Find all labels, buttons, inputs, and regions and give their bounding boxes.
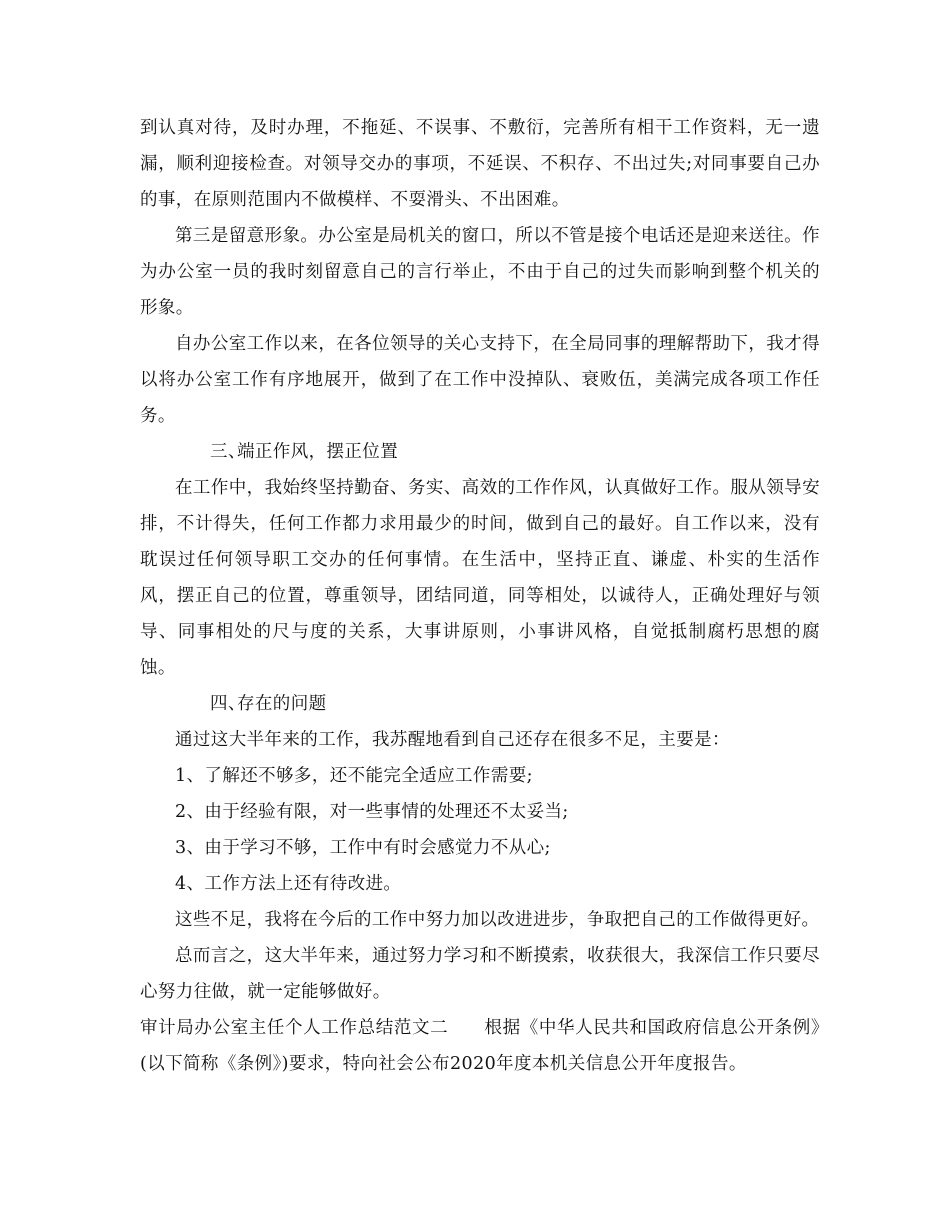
section-number: 三、 [210, 442, 246, 462]
section-title: 端正作风，摆正位置 [237, 442, 399, 462]
list-item-4: 4、工作方法上还有待改进。 [175, 874, 402, 894]
paragraph-work-style: 在工作中，我始终坚持勤奋、务实、高效的工作作风，认真做好工作。服从领导安排，不计得失，任何工作都力求用最少的时间，做到自己的最好。自工作以来，没有耽误过任何领导职工交办的任何事情。在生活中，坚持正直、谦虚、朴实的生活作风，摆正自己的位置，尊重领导，团结同道，同等相处，以诚待人，正确处理好与领导、同事相处的尺与度的关系，大事讲原则，小事讲风格，自觉抵制腐朽思想的腐蚀。 [140, 478, 820, 678]
document-body [140, 110, 820, 1082]
list-item-3: 3、由于学习不够，工作中有时会感觉力不从心; [175, 838, 551, 858]
paragraph-second-sample: 审计局办公室主任个人工作总结范文二 根据《中华人民共和国政府信息公开条例》(以下简称《条例》)要求，特向社会公布2020年度本机关信息公开年度报告。 [140, 1018, 820, 1074]
section-number: 四、 [210, 694, 246, 714]
list-item-2: 2、由于经验有限，对一些事情的处理还不太妥当; [175, 802, 569, 822]
paragraph-improvement: 这些不足，我将在今后的工作中努力加以改进进步，争取把自己的工作做得更好。 [175, 910, 820, 930]
paragraph-shortcomings-intro: 通过这大半年来的工作，我苏醒地看到自己还存在很多不足，主要是： [175, 730, 730, 750]
section-heading-three [140, 434, 820, 470]
section-heading-four [140, 686, 820, 722]
paragraph-image-attention: 第三是留意形象。办公室是局机关的窗口，所以不管是接个电话还是迎来送往。作为办公室一员的我时刻留意自己的言行举止，不由于自己的过失而影响到整个机关的形象。 [140, 226, 820, 318]
paragraph-conclusion: 总而言之，这大半年来，通过努力学习和不断摸索，收获很大，我深信工作只要尽心努力往做，就一定能够做好。 [140, 946, 820, 1002]
list-item-1: 1、了解还不够多，还不能完全适应工作需要; [175, 766, 533, 786]
paragraph-summary-support: 自办公室工作以来，在各位领导的关心支持下，在全局同事的理解帮助下，我才得以将办公室工作有序地展开，做到了在工作中没掉队、衰败伍，美满完成各项工作任务。 [140, 334, 820, 426]
paragraph-continuation: 到认真对待，及时办理，不拖延、不误事、不敷衍，完善所有相干工作资料，无一遗漏，顺利迎接检查。对领导交办的事项，不延误、不积存、不出过失;对同事要自己办的事，在原则范围内不做模样、不耍滑头、不出困难。 [140, 118, 820, 210]
section-title: 存在的问题 [237, 694, 327, 714]
